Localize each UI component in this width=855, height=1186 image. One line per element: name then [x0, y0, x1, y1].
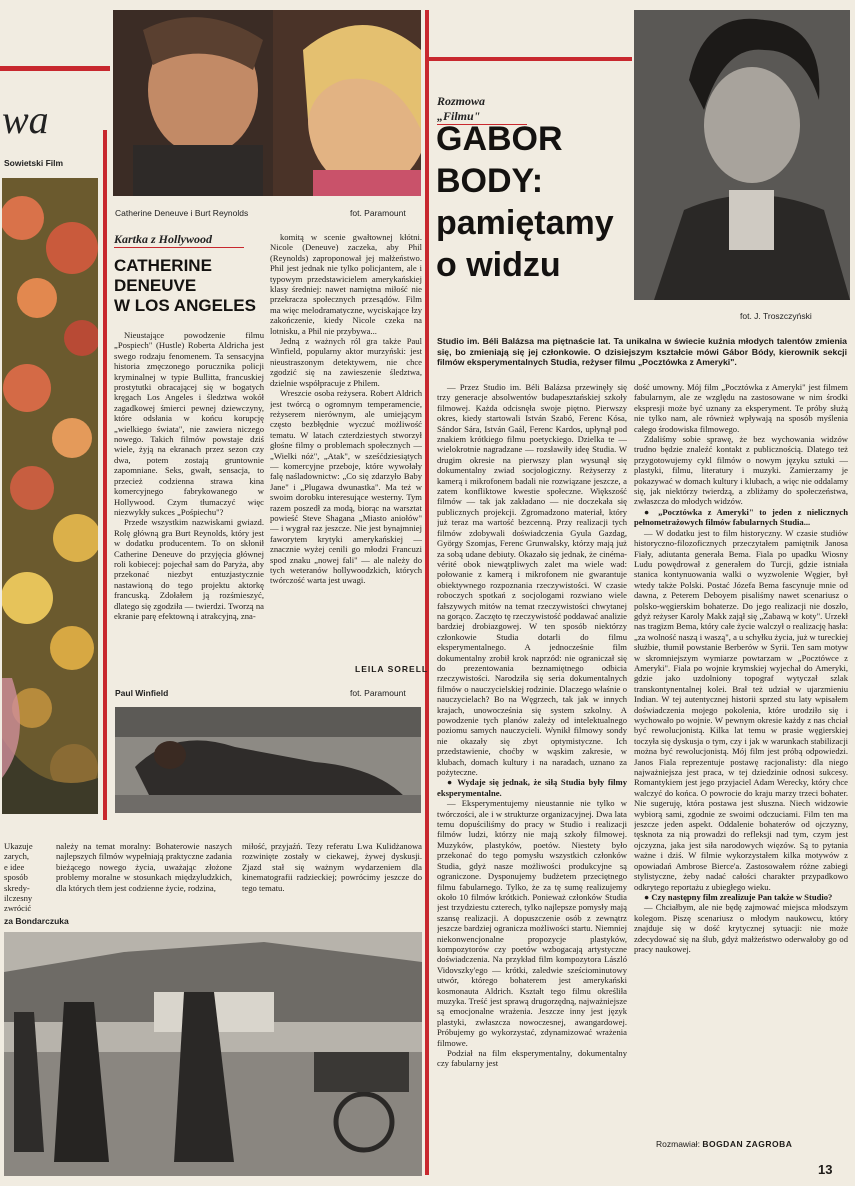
headline-line: W LOS ANGELES	[114, 296, 256, 315]
left-strip-credit: Sowietski Film	[4, 158, 64, 168]
left-strip-title: wa	[2, 97, 49, 142]
paragraph: — W dodatku jest to film historyczny. W czasie studiów historyczno-filozoficznych przeczytałem pamiętnik Janosa Fiały, adiutanta generała Bema. Fiala po upadku Wiosny Ludu powędrował z generałem do Turcji, gdzie istniała stanica kontynuowania walki o wyzwolenie Węgier, był wtedy także Polski. Postać Józefa Bema fascynuje mnie od dawna, z Peterem Deboyem pisaliśmy nawet scenariusz o polsko-węgierskim bohaterze. Do jego realizacji nie doszło, gdyż reżyser Karoly Makk zajął się „Zabawą w koty". Urzekł nas tragizm Bema, który całe życie walczył o realizację hasła: „za wolność naszą i waszą", a u schyłku życia, już w tureckiej służbie, tłumił powstanie Berberów w Syrii. Ten sam motyw w skromniejszym wymiarze powtarzam w „Pocztówce z Ameryki". Fiala po wojnie krymskiej wyjechał do Ameryki, gdzie jako uzdolniony topograf wytyczał szlak transkontynentalnej kolei. Brał też udział w ujarzmieniu Indian. W tej autentycznej historii sprzed stu laty wpisałem doświadczenia mojego pokolenia, które urodziło się i wychowało po wojnie. W pewnym okresie każdy z nas chciał być rewolucjonistą. Kilka lat temu w prasie węgierskiej toczyła się dyskusja o tym, czy i jak w warunkach stabilizacji można być rewolucjonistą. Mój film jest próbą odpowiedzi. Janos Fiala reprezentuje postawę racjonalisty: dla niego najważniejsza jest praca, w tej dziedzinie odnosi sukcesy. Romantykiem jest jego przyjaciel Adam Werecky, który chce walczyć do końca. O powrocie do kraju marzy trzeci bohater. Nie sugeruję, która postawa jest słuszna. Niech widzowie wybiorą sami, zgodnie ze swoimi odczuciami. Film ten ma jeszcze jeden aspekt. Oddalenie bohaterów od ojczyzny, tęsknota za nią prowadzi do refleksji nad tym, czym jest ojczyzna, jaka jest siła narodowych więzów. Są to pytania ważne i dziś. W filmie wykorzystałem kilka motywów z opowiadań Ambrose Bierce'a. Zastosowałem różne zabiegi stylistyczne, żeby nadać całości charakter przypadkowo odkrytego reportażu z ubiegłego wieku.	[634, 527, 848, 892]
left-strip-line: skredy-	[4, 882, 30, 893]
page-number: 13	[818, 1162, 833, 1177]
headline-line: o widzu	[436, 246, 561, 284]
red-rule-top-left	[0, 66, 110, 71]
paragraph: Przede wszystkim nazwiskami gwiazd. Rolę główną gra Burt Reynolds, który jest w dodatku producentem. To on skłonił Catherine Deneuve do przyjęcia głównej roli kobiecej: pojechał sam do Paryża, aby przekonać niezbyt entuzjastycznie nastawioną do tego projektu aktorkę francuską. Zdołałem ją rozśmieszyć, dlatego się zgodziła — twierdzi. Tworzą na ekranie parę efektowną i atrakcyjną, zna-	[114, 517, 264, 621]
left-strip-line: zarych,	[4, 851, 30, 862]
headline-line: pamiętamy	[436, 204, 614, 242]
top-photo-credit: fot. Paramount	[350, 208, 406, 218]
paragraph: Podział na film eksperymentalny, dokumentalny czy fabularny jest	[437, 1048, 627, 1069]
deneuve-reynolds-photo	[113, 10, 421, 196]
mid-photo-credit: fot. Paramount	[350, 688, 406, 698]
headline-line: GABOR	[436, 120, 563, 158]
left-strip-line: e idee	[4, 861, 25, 872]
paragraph: Wreszcie osoba reżysera. Robert Aldrich jest twórcą o ogromnym temperamencie, reżyserem nierównym, ale umiejącym często bezbłędnie wyczuć możliwość tematu. W latach czterdziestych stworzył głośne filmy o problemach społecznych — „Wielki nóż", „Atak", w sześćdziesiątych — komercyjne przeboje, które wywołały falę naśladownictw: „Co się zdarzyło Baby Jane" i „Plugawa dwunastka". Ma też w swoim dorobku interesujące westerny. Tym razem poszedł za modą, biorąc na warsztat powieść Steve Shagana „Miasto aniołów" — i wygrał raz jeszcze. Nie jest bynajmniej faworytem krytyki amerykańskiej — znacznie wyżej cenili go młodzi Francuzi spod znaku „nowej fali" — ale należy do tych weteranów hollywoodzkich, których twórczość warta jest uwagi.	[270, 388, 422, 586]
winfield-photo	[115, 707, 421, 813]
paragraph: Nieustające powodzenie filmu „Pospiech" (Hustle) Roberta Aldricha jest swego rodzaju fenomenem. Ta sensacyjna historia zmęczonego porucznika policji kryminalnej w typie Bullitta, francuskiej prostytutki obracającej się w bogatych kręgach Los Angeles i śledztwa wokół zagadkowej śmierci pewnej dziewczyny, które odsłania w końcu korupcję „wielkiego świata", nie zawiera niczego nowego. Takich filmów powstaje dziś wiele, żyją na ekranach przez sezon czy dwa, potem zostają gruntownie zapomniane. Seks, gwałt, sensacja, to przecież codzienna strawa kina komercyjnego fabrykowanego w Hollywood. Czym tłumaczyć więc niezwykły sukces „Pośpiechu"?	[114, 330, 264, 517]
signature-label: Rozmawiał:	[656, 1139, 700, 1149]
left-strip-bottom-text	[4, 841, 46, 914]
paragraph: komitą w scenie gwałtownej kłótni. Nicole (Deneuve) zaczeka, aby Phil (Reynolds) zaproponował jej małżeństwo. Phil jest jednak nie tylko policjantem, ale i typowym przedstawicielem amerykańskiej klasy średniej: nawet namiętna miłość nie przekracza społecznych przesądów. Film ma więc melodramatyczne, wyciskające łzy zakończenie, kiedy Nicole czeka na lotnisku, a Phil nie przybywa...	[270, 232, 422, 336]
red-rule-top-right	[426, 57, 632, 61]
left-strip-line: zwrócić	[4, 903, 32, 914]
paragraph: — Eksperymentujemy nieustannie nie tylko w twórczości, ale i w strukturze organizacyjnej. Dwa lata temu dopuściliśmy do pracy w Studio i realizacji filmów ludzi, którzy nie mają szkoły filmowej. Muzyków, plastyków, poetów. Niestety było przekonać do tego pomysłu wszystkich członków Studia, gdyż nasze możliwości produkcyjne są ograniczone. Dysponujemy budżetem przeciętnego filmu fabularnego. Tylko, że za tę sumę realizujemy około 10 filmów krótkich. Ponieważ członków Studia jest trzydziestu czterech, tylko najlepsze pomysły mają szansę realizacji. A dopuszczenie osób z zewnątrz jeszcze bardziej ogranicza możliwości startu. Niemniej niekonwencjonalne propozycje plastyków, kompozytorów czy poetów wzbogacają artystyczne doświadczenia. Na przykład film kompozytora László Vidovszky'ego — krótki, zaledwie sześciominutowy utwór, którego bohaterem jest amerykański kosmonauta Aldrich. Kształt tego filmu określiła muzyka. Treść jest sprawą drugorzędną, najważniejsze są emocjonalne wrażenia. Jeszcze inny jest język plastyki, zwłaszcza nowoczesnej, awangardowej. Próbujemy go wykorzystać, zdynamizować wrażenia filmowe.	[437, 798, 627, 1048]
signature-name: BOGDAN ZAGROBA	[702, 1139, 793, 1149]
headline-line: DENEUVE	[114, 276, 197, 295]
body-column-2	[634, 382, 848, 1144]
red-rule-vertical-left	[103, 130, 107, 820]
paragraph: Jedną z ważnych ról gra także Paul Winfield, popularny aktor murzyński: jest nieustraszonym detektywem, nie chce zgodzić się na zawieszenie śledztwa, dzielnie współpracuje z Philem.	[270, 336, 422, 388]
left-strip-line: ilczesny	[4, 893, 33, 904]
top-photo-caption: Catherine Deneuve i Burt Reynolds	[115, 208, 249, 218]
paragraph: — Chciałbym, ale nie będę zajmować miejsca młodszym kolegom. Piszę scenariusz o młodym naukowcu, który znajduje się w dość krytycznej sytuacji: nie może zdecydować się na ślub, gdyż małżeństwo oderwałoby go od pracy naukowej.	[634, 902, 848, 954]
question: ● Wydaje się jednak, że siłą Studia były filmy eksperymentalne.	[437, 777, 627, 798]
hollywood-kicker: Kartka z Hollywood	[114, 232, 244, 248]
left-flower-photo	[2, 178, 98, 814]
hollywood-column-1	[114, 330, 264, 665]
headline-line: BODY:	[436, 162, 544, 200]
bottom-column-2	[242, 841, 422, 911]
left-strip-line: sposób	[4, 872, 28, 883]
bottom-photo-caption: za Bondarczuka	[4, 916, 69, 926]
paragraph: należy na temat moralny: Bohaterowie naszych najlepszych filmów wypełniają praktyczne zadania bieżącego nowego życia, uważając złożone problemy moralne w stosunkach międzyludzkich, dla których tłem jest codzienne życie, rodzina,	[56, 841, 232, 893]
question: ● „Pocztówka z Ameryki" to jeden z nielicznych pełnometrażowych filmów fabularnych Studia...	[634, 506, 848, 528]
hollywood-signature: LEILA SORELL	[355, 664, 429, 674]
hollywood-headline	[114, 256, 256, 316]
red-rule-vertical-center	[425, 10, 429, 1175]
war-scene-photo	[4, 932, 422, 1176]
paragraph: — Przez Studio im. Béli Balázsa przewinęły się trzy generacje absolwentów budapesztańskiej szkoły filmowej. Każda odcisnęła swoje piętno. Pierwszy okres, kiedy startowali István Szabó, Ferenc Kósa, Sándor Sára, István Gaál, Ferenc Kardos, upłynął pod znakiem krótkiego filmu poetyckiego. Dzielka te — wielokrotnie nagradzane — rozsławiły ideę Studia. W drugim okresie na pierwszy plan wysunął się dokumentalny zwiad socjologiczny. Reżyserzy z kamerą i mikrofonem badali nie rozwiązane jeszcze, a zatem konfliktowe kwestie społeczne. Większość filmów — tak jak zakładano — nie doczekała się publicznych projekcji. Zgromadzono materiał, który już teraz ma wartość bezcenną. Przy realizacji tych filmów zdobywali doświadczenia Gyula Gazdag, György Szomjas, Ferenc Grunwalsky, którzy mają już za sobą udane debiuty. Okazało się jednak, że cinéma-vérité obok niewątpliwych zalet ma wiele wad: połowanie z kamerą i mikrofonem nie gwarantuje obiektywnego rozpoznania rzeczywistości. W czasie roboczych spotkań z socjologami rozwiano wiele fałszywych mitów na temat rzeczywistości chwytanej na gorąco. Zaczęto tę rzeczywistość poddawać analizie bardziej drobiazgowej. W ten sposób niektórzy członkowie Studia dotarli do filmu eksperymentalnego. A jednocześnie film dokumentalny zrobił krok naprzód: nie ograniczał się do prezentowania beznamiętnego odbicia rzeczywistości. Narodziła się seria dokumentalnych filmów o nauczycielskiej rodzinie. Dlaczego właśnie o nauczycielach? Bo na Węgrzech, tak jak w innych krajach, unowocześnia się system szkolny. A powodzenie tych planów zależy od intelektualnego poziomu samych nauczycieli. Wynikł filmowy sondy nie okazały się zbyt optymistyczne. Ich przedstawienie, choćby w wąskim zakresie, w klubach, domach kultury i na naradach, uznano za pożyteczne.	[437, 382, 627, 778]
question: ● Czy następny film zrealizuje Pan także w Studio?	[644, 891, 833, 902]
paragraph: Zdaliśmy sobie sprawę, że bez wychowania widzów trudno będzie znaleźć kontakt z publicznością. Dlatego też przygotowujemy cykl filmów o nowym języku sztuki — plastyki, filmu, literatury i muzyki. Zamierzamy je pokazywać w domach kultury i klubach, a więc nie oddalamy się, jak niektórzy twierdzą, a zbliżamy do społeczeństwa, zwłaszcza do młodych widzów.	[634, 434, 848, 507]
body-kicker: Rozmowa „Filmu"	[437, 94, 527, 125]
bottom-column-1	[56, 841, 232, 911]
body-headline	[436, 118, 614, 286]
hollywood-column-2	[270, 232, 422, 642]
body-column-1	[437, 382, 627, 1172]
body-lead: Studio im. Béli Balázsa ma piętnaście lat. Ta unikalna w świecie kuźnia młodych talentów zmienia się, bo zmieniają się jej członkowie. O dzisiejszym kształcie mówi Gábor Bódy, kierownik sekcji filmów eksperymentalnych Studia, reżyser filmu „Pocztówka z Ameryki".	[437, 336, 847, 368]
headline-line: CATHERINE	[114, 256, 212, 275]
gabor-body-portrait	[634, 10, 850, 300]
paragraph: dość umowny. Mój film „Pocztówka z Ameryki" jest filmem fabularnym, ale ze względu na zastosowane w nim środki ekspresji może być uznany za eksperyment. Te próby służą nie tylko nam, ale również wpływają na sposób myślenia całego środowiska filmowego.	[634, 382, 848, 434]
mid-photo-caption: Paul Winfield	[115, 688, 169, 698]
portrait-credit: fot. J. Troszczyński	[740, 311, 812, 321]
paragraph: miłość, przyjaźń. Tezy referatu Lwa Kulidżanowa rozwinięte zostały w ciekawej, żywej dyskusji. Zjazd stał się ważnym wydarzeniem dla kinematografii radzieckiej; powrócimy jeszcze do tego tematu.	[242, 841, 422, 893]
left-strip-line: Ukazuje	[4, 841, 33, 851]
body-signature	[656, 1139, 792, 1149]
